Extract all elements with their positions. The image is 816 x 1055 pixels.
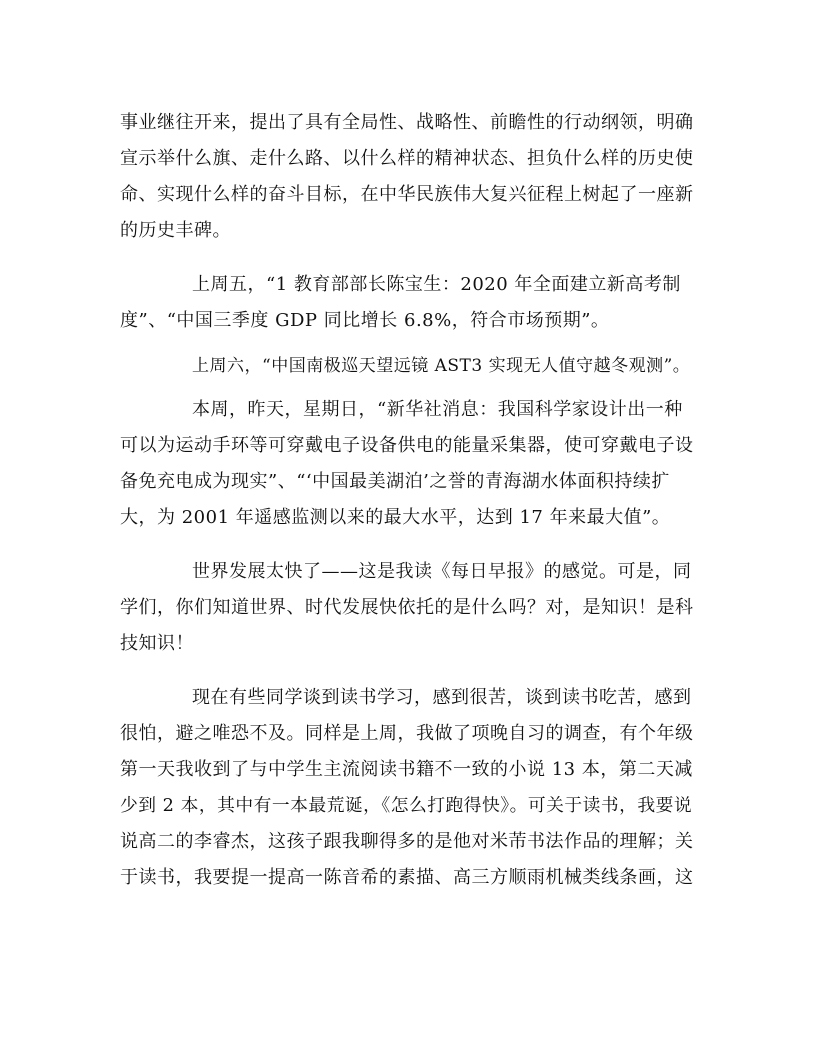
text-line: 命、实现什么样的奋斗目标，在中华民族伟大复兴征程上树起了一座新 [120, 184, 694, 205]
text-line: 上周五，“1 教育部部长陈宝生：2020 年全面建立新高考制 [192, 274, 681, 295]
text-line: 备免充电成为现实”、“‘中国最美湖泊’之誉的青海湖水体面积持续扩 [120, 471, 670, 492]
text-line: 现在有些同学谈到读书学习，感到很苦，谈到读书吃苦，感到 [192, 687, 692, 708]
text-line: 学们，你们知道世界、时代发展快依托的是什么吗？对，是知识！是科 [120, 597, 694, 618]
text-line: 事业继往开来，提出了具有全局性、战略性、前瞻性的行动纲领，明确 [120, 112, 694, 133]
text-line: 可以为运动手环等可穿戴电子设备供电的能量采集器，使可穿戴电子设 [120, 435, 694, 456]
text-line: 技知识！ [120, 633, 194, 654]
text-line: 本周，昨天，星期日，“新华社消息：我国科学家设计出一种 [192, 399, 683, 420]
text-line: 第一天我收到了与中学生主流阅读书籍不一致的小说 13 本，第二天减 [120, 759, 693, 780]
text-line: 的历史丰碑。 [120, 220, 231, 241]
text-line: 说高二的李睿杰，这孩子跟我聊得多的是他对米芾书法作品的理解；关 [120, 831, 694, 852]
text-line: 大，为 2001 年遥感监测以来的最大水平，达到 17 年来最大值”。 [120, 507, 671, 528]
text-line: 世界发展太快了——这是我读《每日早报》的感觉。可是，同 [192, 561, 692, 582]
text-line: 宣示举什么旗、走什么路、以什么样的精神状态、担负什么样的历史使 [120, 148, 694, 169]
text-line: 上周六，“中国南极巡天望远镜 AST3 实现无人值守越冬观测”。 [192, 356, 691, 376]
text-line: 少到 2 本，其中有一本最荒诞，《怎么打跑得快》。可关于读书，我要说 [120, 796, 693, 816]
text-line: 很怕，避之唯恐不及。同样是上周，我做了项晚自习的调查，有个年级 [120, 723, 694, 744]
text-line: 度”、“中国三季度 GDP 同比增长 6.8%，符合市场预期”。 [120, 310, 610, 331]
text-line: 于读书，我要提一提高一陈音希的素描、高三方顺雨机械类线条画，这 [120, 867, 694, 888]
